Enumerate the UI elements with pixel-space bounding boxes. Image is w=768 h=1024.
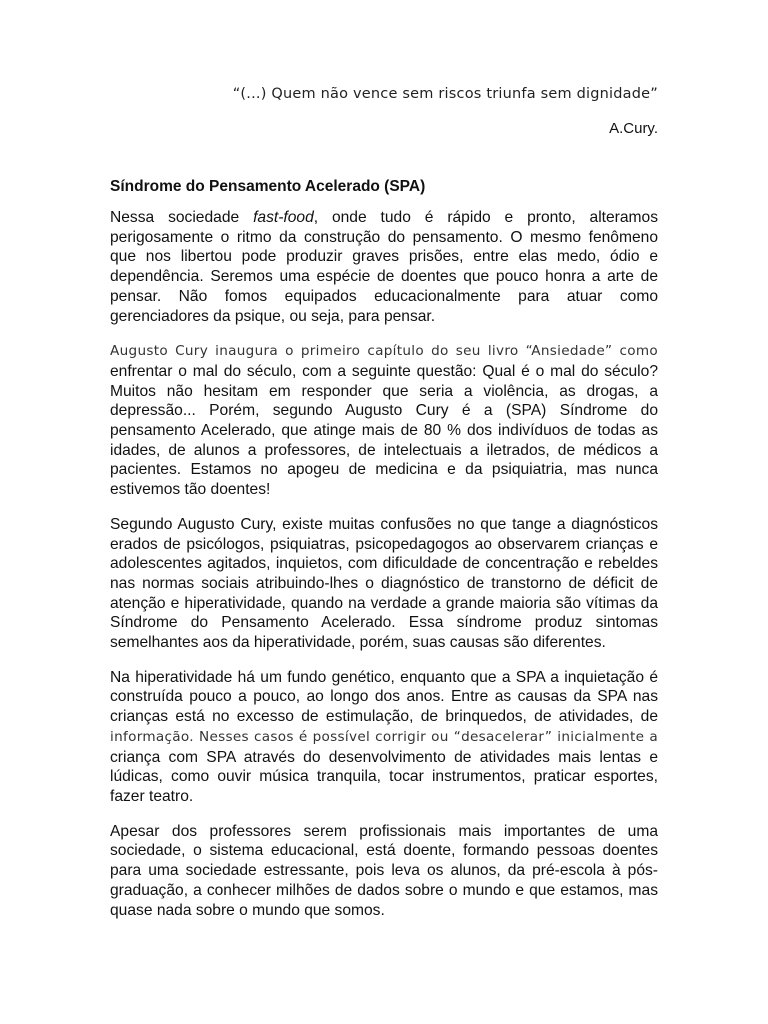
p2-lead-text: Augusto Cury inaugura o primeiro capítulo do seu livro “Ansiedade” como — [110, 343, 658, 360]
section-heading: Síndrome do Pensamento Acelerado (SPA) — [110, 178, 426, 195]
paragraph-2 — [110, 341, 658, 500]
paragraph-4 — [110, 668, 658, 807]
document-body — [110, 208, 658, 935]
p4-text-start: Na hiperatividade há um fundo genético, enquanto que a SPA a inquietação é construída pouco a pouco, ao longo dos anos. Entre as causas da SPA nas crianças está no excesso de estimulação, de brinquedos, de atividades, de — [110, 668, 658, 726]
epigraph-author: A.Cury. — [609, 120, 658, 137]
p4-text-end: criança com SPA através do desenvolvimento de atividades mais lentas e lúdicas, como ouvir música tranquila, tocar instrumentos, praticar esportes, fazer teatro. — [110, 748, 658, 805]
p1-text-start: Nessa sociedade — [110, 209, 254, 226]
paragraph-1 — [110, 208, 658, 326]
p1-emphasis: fast-food — [253, 209, 314, 226]
p1-text-end: , onde tudo é rápido e pronto, alteramos perigosamente o ritmo da construção do pensamento. O mesmo fenômeno que nos libertou pode produzir graves prisões, entre elas medo, ódio e dependência. Seremos uma espécie de doentes que pouco honra a arte de pensar. Não fomos equipados educacionalmente para atuar como gerenciadores da psique, ou seja, para pensar. — [110, 209, 658, 325]
p4-alt-text: informação. Nesses casos é possível corrigir ou “desacelerar” inicialmente a — [110, 728, 658, 745]
p2-text: enfrentar o mal do século, com a seguinte questão: Qual é o mal do século? Muitos não hesitam em responder que seria a violência, as drogas, a depressão... Porém, segundo Augusto Cury é a (SPA) Síndrome do pensamento Acelerado, que atinge mais de 80 % dos indivíduos de todas as idades, de alunos a professores, de intelectuais a iletrados, de médicos a pacientes. Estamos no apogeu de medicina e da psiquiatria, mas nunca estivemos tão doentes! — [110, 362, 658, 499]
paragraph-5: Apesar dos professores serem profissionais mais importantes de uma sociedade, o sistema educacional, está doente, formando pessoas doentes para uma sociedade estressante, pois leva os alunos, da pré-escola à pós-graduação, a conhecer milhões de dados sobre o mundo e que estamos, mas quase nada sobre o mundo que somos. — [110, 822, 658, 919]
epigraph-quote: “(...) Quem não vence sem riscos triunfa sem dignidade” — [232, 86, 658, 102]
paragraph-3: Segundo Augusto Cury, existe muitas confusões no que tange a diagnósticos erados de psicólogos, psiquiatras, psicopedagogos ao observarem crianças e adolescentes agitados, inquietos, com dificuldade de concentração e rebeldes nas normas sociais atribuindo-lhes o diagnóstico de transtorno de déficit de atenção e hiperatividade, quando na verdade a grande maioria são vítimas da Síndrome do Pensamento Acelerado. Essa síndrome produz sintomas semelhantes aos da hiperatividade, porém, suas causas são diferentes. — [110, 515, 658, 652]
